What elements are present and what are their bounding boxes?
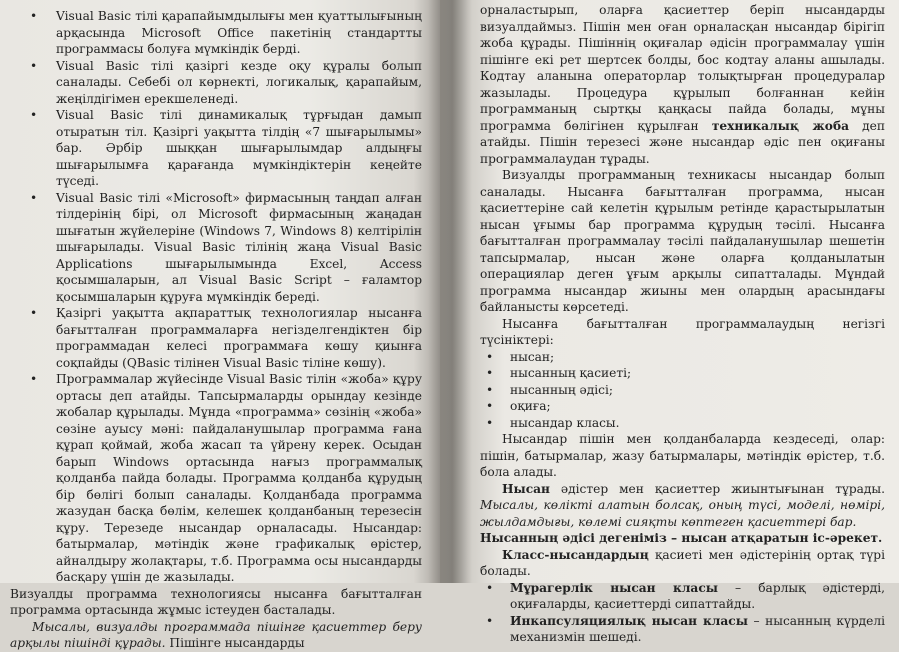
body-paragraph: Визуалды программаның техникасы нысандар болып саналады. Нысанға бағытталған программа, нысан қасиеттеріне сай келетін құрылым ретінде қарастырылатын нысан ұғымы бар программа құрудың тәсілі. Нысанға бағытталған программалау тәсілі пайдаланушылар шешетін тапсырмалар, нысан және оларға қолданылатын операциялар деген ұғым арқылы сипатталады. Мұндай программа нысандар жиыны мен олардың арасындағы байланысты көрсетеді. (480, 168, 885, 314)
body-paragraph: Визуалды программа технологиясы нысанға бағытталған программа ортасында жұмыс істеуден басталады. (10, 586, 422, 617)
left-page (0, 0, 440, 650)
right-page (440, 0, 899, 644)
body-text: Пішінге нысандарды (165, 636, 305, 650)
continued-paragraph (480, 2, 885, 167)
bold-term: Нысан (502, 481, 550, 496)
body-text: орналастырып, оларға қасиеттер беріп нысандарды визуалдаймыз. Пішін мен оған орналасқан нысандар бірігіп жоба құрады. Пішіннің оқиғалар әдісін программалау үшін пішінге екі рет шертсек болды, бос кодтау аланы ашылады. Кодтау аланына операторлар толықтырған процедуралар жазылады. Процедура құрылып болғаннан кейін программаның сыртқы қаңқасы пайда болады, мұны программа бөлігінен құрылған (480, 3, 885, 133)
body-text: – нысанның күрделі механизмін шешеді. (510, 613, 885, 644)
body-text: қасиеті мен әдістерінің ортақ түрі болады. (480, 547, 885, 578)
concept-list-item: • нысанның қасиеті; (480, 365, 885, 382)
bold-definition: Нысанның әдісі дегеніміз – нысан атқаратын іс-әрекет. (480, 531, 883, 545)
concept-list-item: • нысандар класы. (480, 415, 885, 432)
body-text: әдістер мен қасиеттер жиынтығынан тұрады. (549, 481, 885, 496)
bold-term: Класс-нысандардың (502, 547, 649, 562)
body-paragraph: Нысандар пішін мен қолданбаларда кездеседі, олар: пішін, батырмалар, жазу батырмалары, мәтіндік өрістер, т.б. бола алады. (480, 432, 885, 479)
definition-paragraph (480, 547, 885, 580)
bold-term: техникалық жоба (711, 118, 849, 133)
bullet-paragraph: • Программалар жүйесінде Visual Basic тілін «жоба» құру ортасы деп атайды. Тапсырмаларды орындау кезінде жобалар құрылады. Мұнда «программа» сөзінің «жоба» сөзіне ауысу мәні: пайдаланушылар программа ғана құрап қоймай, жоба жасап та үйрену керек. Осыдан барып Windows ортасында нағыз программалық қолданба пайда болады. Программа қолданба құрудың бір бөлігі болып саналады. Қолданбада программа жазудан басқа бөлім, келешек қолданбаның терезесін құру. Терезеде нысандар орналасады. Нысандар: батырмалар, мәтіндік және графикалық өрістер, айналдыру жолақтары, т.б. Программа осы нысандарды басқару үшін де жазылады. (10, 371, 422, 586)
class-list-item (480, 613, 885, 646)
bold-term: Мұрагерлік нысан класы (510, 580, 718, 595)
concept-list-item: • нысанның әдісі; (480, 382, 885, 399)
concept-list-item: • оқиға; (480, 398, 885, 415)
definition-paragraph (480, 481, 885, 531)
bullet-paragraph: • Visual Basic тілі динамикалық тұрғыдан дамып отыратын тіл. Қазіргі уақытта тілдің «7 шығарылымы» бар. Әрбір шыққан шығарылымдар алдыңғы шығарылымға қарағанда мүмкіндіктерін кеңейте түседі. (10, 107, 422, 190)
body-paragraph-example (10, 619, 422, 652)
concept-list-item: • нысан; (480, 349, 885, 366)
body-paragraph: Нысанға бағытталған программалаудың негізгі түсініктері: (480, 316, 885, 347)
bullet-paragraph: • Visual Basic тілі қазіргі кезде оқу құралы болып саналады. Себебі ол көрнекті, логикалық, қарапайым, жеңілдігімен ерекшеленеді. (10, 58, 422, 108)
bullet-paragraph: • Visual Basic тілі қарапайымдылығы мен қуаттылығының арқасында Microsoft Office пакетінің стандартты программасы болуға мүмкіндік берді. (10, 8, 422, 58)
bullet-paragraph: • Қазіргі уақытта ақпараттық технологиялар нысанға бағытталған программаларға негізделгендіктен бір программадан келесі программаға көшу қиынға соқпайды (QBasic тілінен Visual Basic тіліне көшу). (10, 305, 422, 371)
italic-example-text: Мысалы, көлікті алатын болсақ, оның түсі, моделі, нөмірі, жылдамдығы, көлемі сияқты көптеген қасиеттері бар. (480, 498, 885, 529)
body-text: – барлық әдістерді, оқиғаларды, қасиеттерді сипаттайды. (510, 580, 885, 611)
bullet-paragraph: • Visual Basic тілі «Microsoft» фирмасының таңдап алған тілдерінің бірі, ол Microsoft фирмасының жаңадан шығатын жүйелеріне (Windows 7, Windows 8) келтірілін шығарылады. Visual Basic тілінің жаңа Visual Basic Applications шығарылымында Excel, Access қосымшаларын, ал Visual Basic Script – ғаламтор қосымшаларын құруға мүмкіндік береді. (10, 190, 422, 306)
italic-example-text: Мысалы, визуалды программада пішінге қасиеттер беру арқылы пішінді құрады. (10, 619, 422, 650)
bold-term: Инкапсуляциялық нысан класы (510, 613, 748, 628)
class-list-item (480, 580, 885, 613)
body-text: деп атайды. Пішін терезесі және нысандар әдіс пен оқиғаны программалаудан тұрады. (480, 118, 885, 166)
